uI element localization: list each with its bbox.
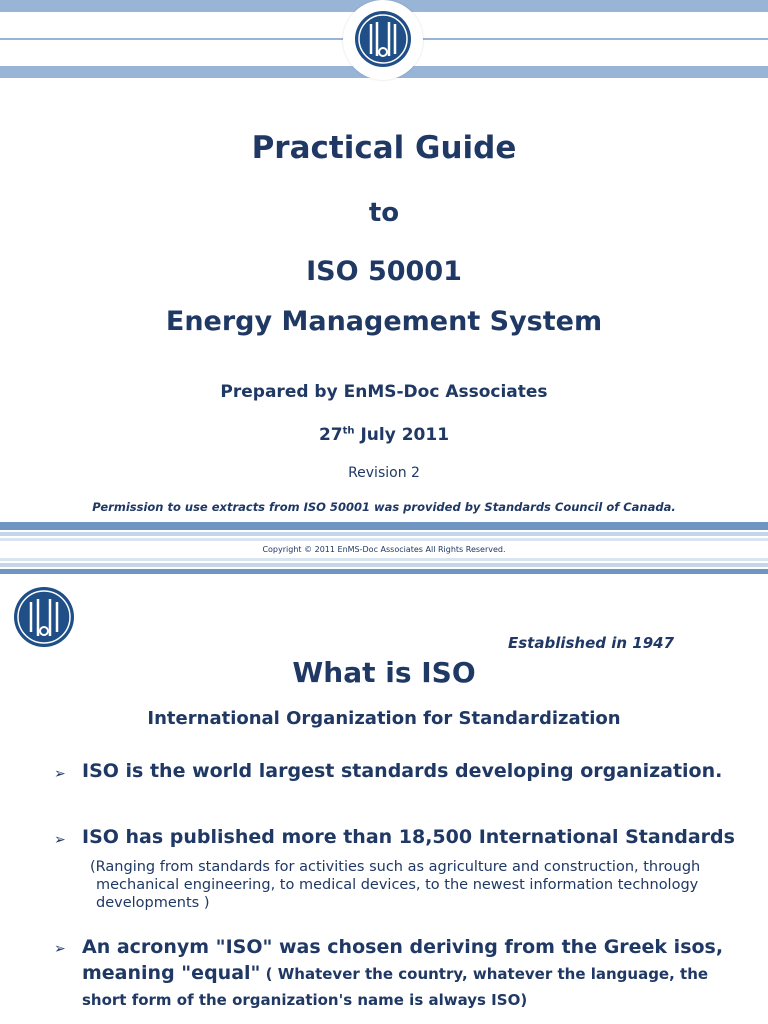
date-day: 27: [318, 425, 343, 445]
date-rest: July 2011: [354, 425, 450, 445]
footer-band: [0, 563, 768, 567]
cover-revision: Revision 2: [348, 465, 420, 481]
bullet-text: ISO has published more than 18,500 International Standards: [82, 826, 735, 848]
bullet-arrow-icon: ➢: [54, 941, 66, 957]
cover-subtitle: Energy Management System: [165, 306, 603, 337]
footer-band: [0, 569, 768, 574]
date-suffix: th: [342, 425, 355, 437]
enms-logo-icon: [13, 586, 75, 648]
cover-standard: ISO 50001: [306, 256, 462, 287]
cover-prepared-by: Prepared by EnMS-Doc Associates: [220, 382, 548, 402]
slide2-heading: What is ISO: [292, 656, 476, 689]
established-note: Established in 1947: [508, 634, 675, 652]
bullet-text: ISO is the world largest standards developing organization.: [82, 760, 723, 782]
bullet-inline-note-line: short form of the organization's name is always ISO): [82, 991, 528, 1009]
bullet-note-line: (Ranging from standards for activities such as agriculture and construction, through: [90, 859, 701, 875]
cover-permission: Permission to use extracts from ISO 50001 was provided by Standards Council of Canada.: [92, 500, 676, 514]
bullet-note: [90, 858, 740, 912]
bullet-text-line: [82, 960, 762, 987]
bullet-arrow-icon: ➢: [54, 766, 66, 782]
footer-band: [0, 538, 768, 541]
footer-band: [0, 522, 768, 530]
bullet-text-equal: meaning "equal": [82, 962, 261, 984]
bullet-note-line: mechanical engineering, to medical devices, to the newest information technology: [96, 877, 699, 893]
slide2-logo: [13, 586, 75, 648]
enms-logo-icon: [343, 0, 423, 80]
bullet-arrow-icon: ➢: [54, 832, 66, 848]
footer-band: [0, 532, 768, 536]
bullet-inline-note: ( Whatever the country, whatever the language, the: [260, 965, 709, 983]
cover-to: to: [368, 198, 400, 228]
cover-title: Practical Guide: [251, 130, 517, 166]
cover-date: [0, 425, 768, 445]
copyright-text: Copyright © 2011 EnMS-Doc Associates All Rights Reserved.: [262, 545, 506, 554]
bullet-text-line: An acronym "ISO" was chosen deriving from the Greek isos,: [82, 936, 724, 958]
footer-band: [0, 558, 768, 561]
logo-badge: [343, 0, 423, 80]
bullet-note-line: developments ): [96, 895, 210, 911]
bullet-text: [82, 934, 762, 1013]
slide2-subheading: International Organization for Standardization: [147, 708, 621, 729]
